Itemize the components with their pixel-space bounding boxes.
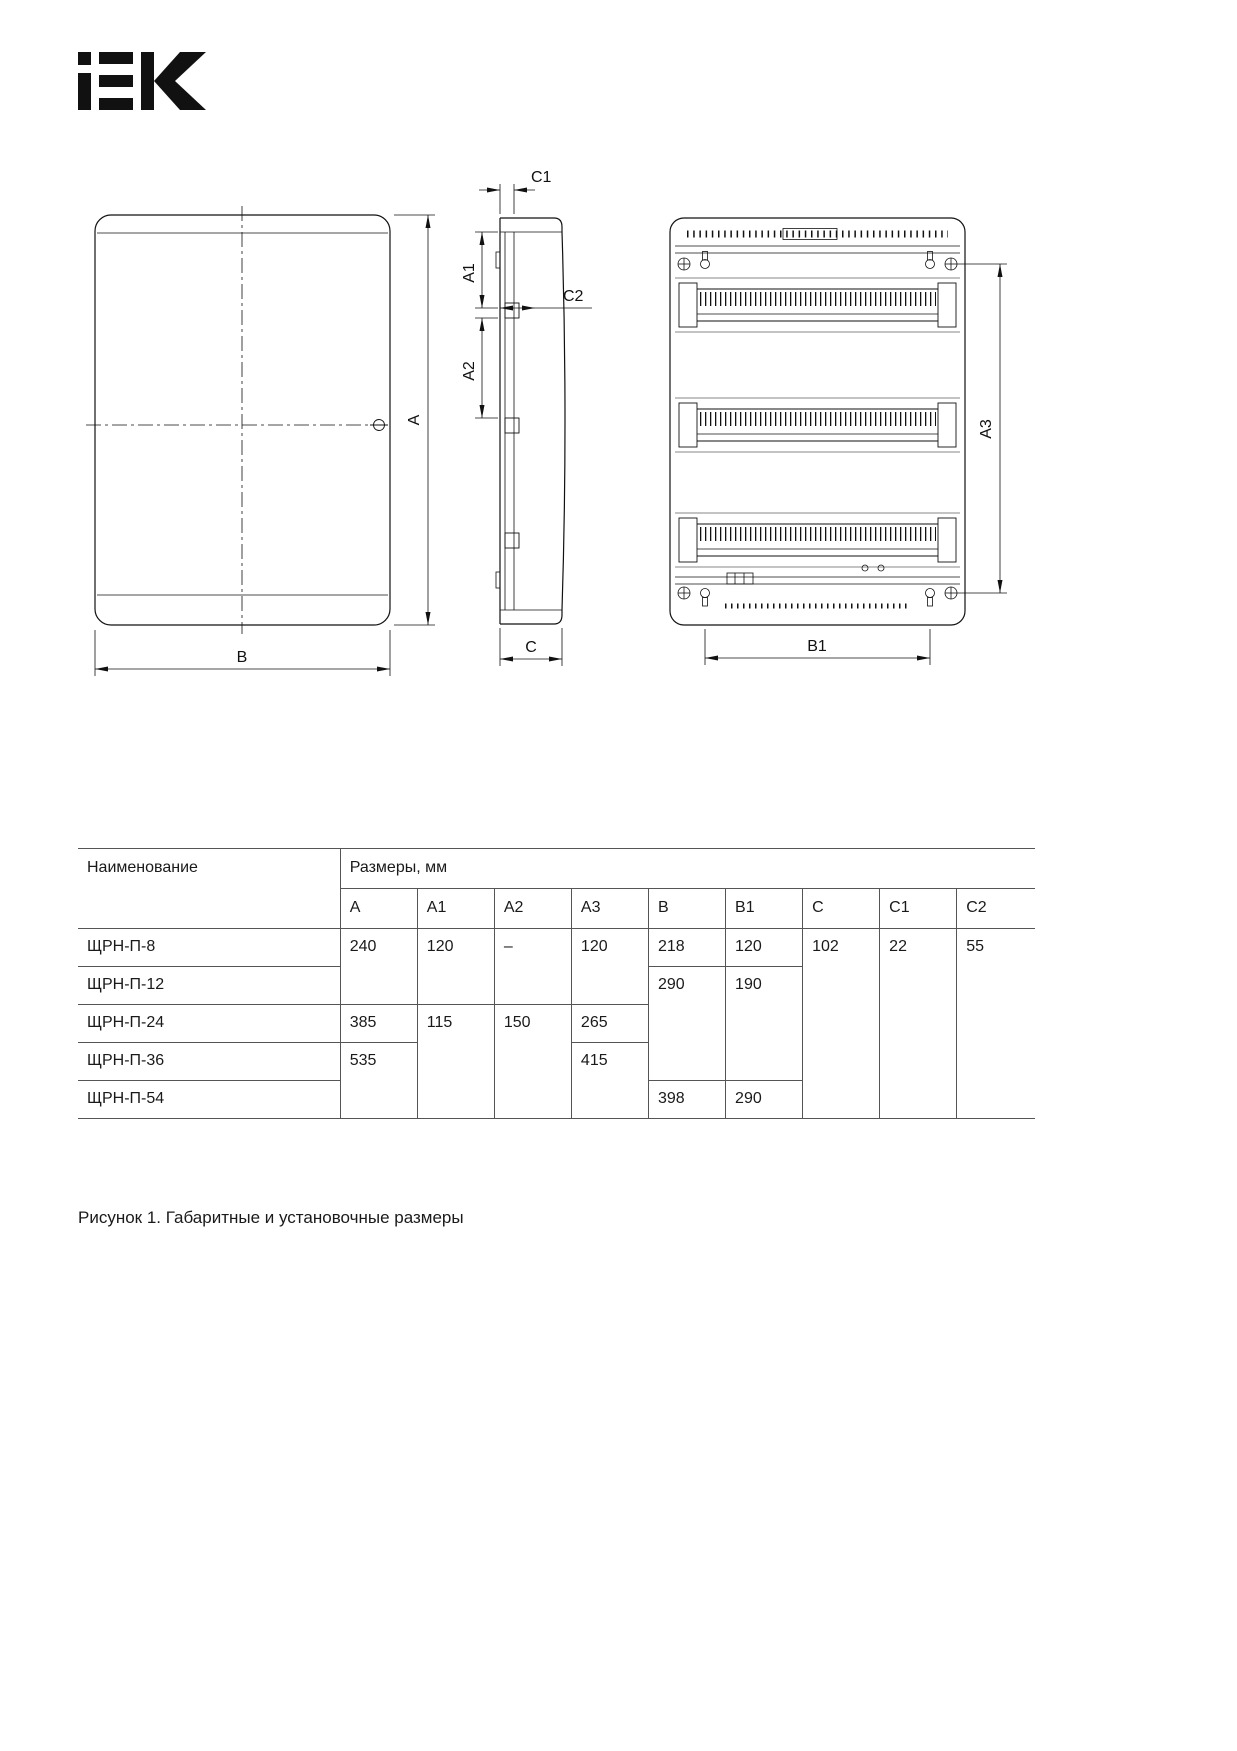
cell-B: 398 xyxy=(648,1081,725,1119)
hinge-bottom xyxy=(496,572,500,588)
enclosure-front-outline xyxy=(95,215,390,625)
front-dimension-lines xyxy=(95,215,435,676)
row-name: ЩРН-П-24 xyxy=(78,1005,340,1043)
cell-A1: 115 xyxy=(417,1005,494,1119)
cell-B1: 190 xyxy=(726,967,803,1081)
column-header-name: Наименование xyxy=(78,849,340,929)
cell-A3: 415 xyxy=(571,1043,648,1119)
cell-A1: 120 xyxy=(417,929,494,1005)
dimensions-table xyxy=(78,848,1035,1119)
din-rail-3 xyxy=(675,513,960,567)
column-header-C1: C1 xyxy=(880,889,957,929)
side-view-drawing xyxy=(455,160,630,695)
hinge-top xyxy=(496,252,500,268)
front-view-drawing xyxy=(78,170,448,695)
vent-slots xyxy=(687,229,948,240)
column-group-dimensions: Размеры, мм xyxy=(340,849,1035,889)
dim-label-C1: C1 xyxy=(531,169,552,186)
row-name: ЩРН-П-36 xyxy=(78,1043,340,1081)
cell-B1: 120 xyxy=(726,929,803,967)
din-rail-1 xyxy=(675,278,960,332)
table-row xyxy=(78,929,1035,967)
row-name: ЩРН-П-8 xyxy=(78,929,340,967)
back-view-drawing xyxy=(655,185,1050,690)
iek-logo xyxy=(78,52,208,110)
keyhole-bottom-left-icon xyxy=(701,589,710,598)
cell-C1: 22 xyxy=(880,929,957,1119)
dim-label-B1: B1 xyxy=(807,638,827,655)
din-rail-2 xyxy=(675,398,960,452)
table-header-row-1 xyxy=(78,849,1035,889)
logo-letters xyxy=(78,52,206,110)
cell-A: 535 xyxy=(340,1043,417,1119)
dim-label-A3: A3 xyxy=(978,419,995,439)
cell-A2: 150 xyxy=(494,1005,571,1119)
keyhole-top-left-icon xyxy=(701,260,710,269)
column-header-B1: B1 xyxy=(726,889,803,929)
din-clip-2 xyxy=(505,418,519,433)
row-name: ЩРН-П-54 xyxy=(78,1081,340,1119)
dim-label-A1: A1 xyxy=(461,263,478,283)
side-dimension-lines xyxy=(475,184,592,666)
keyhole-bottom-right-icon xyxy=(926,589,935,598)
cell-B1: 290 xyxy=(726,1081,803,1119)
top-mounting-strip xyxy=(675,246,960,270)
cell-A: 385 xyxy=(340,1005,417,1043)
column-header-A1: A1 xyxy=(417,889,494,929)
keyhole-top-right-icon xyxy=(926,260,935,269)
din-clip-3 xyxy=(505,533,519,548)
front-centerlines xyxy=(86,206,372,634)
cell-B: 218 xyxy=(648,929,725,967)
column-header-B: B xyxy=(648,889,725,929)
cell-C: 102 xyxy=(803,929,880,1119)
column-header-A3: A3 xyxy=(571,889,648,929)
dim-label-A: A xyxy=(406,414,423,426)
column-header-C2: C2 xyxy=(957,889,1035,929)
dim-label-B: B xyxy=(236,649,248,666)
enclosure-side-outline xyxy=(496,218,565,624)
dim-label-C: C xyxy=(525,639,537,656)
cell-A3: 265 xyxy=(571,1005,648,1043)
figure-caption: Рисунок 1. Габаритные и установочные размеры xyxy=(78,1208,464,1227)
column-header-A2: A2 xyxy=(494,889,571,929)
row-name: ЩРН-П-12 xyxy=(78,967,340,1005)
cell-A3: 120 xyxy=(571,929,648,1005)
cell-C2: 55 xyxy=(957,929,1035,1119)
cell-A: 240 xyxy=(340,929,417,1005)
column-header-C: C xyxy=(803,889,880,929)
dim-label-C2: C2 xyxy=(563,288,584,305)
bottom-mounting-strip xyxy=(675,565,960,606)
terminal-block xyxy=(727,573,753,584)
column-header-A: A xyxy=(340,889,417,929)
cell-A2: – xyxy=(494,929,571,1005)
dim-label-A2: A2 xyxy=(461,361,478,381)
cell-B: 290 xyxy=(648,967,725,1081)
din-clip-1 xyxy=(505,303,519,318)
